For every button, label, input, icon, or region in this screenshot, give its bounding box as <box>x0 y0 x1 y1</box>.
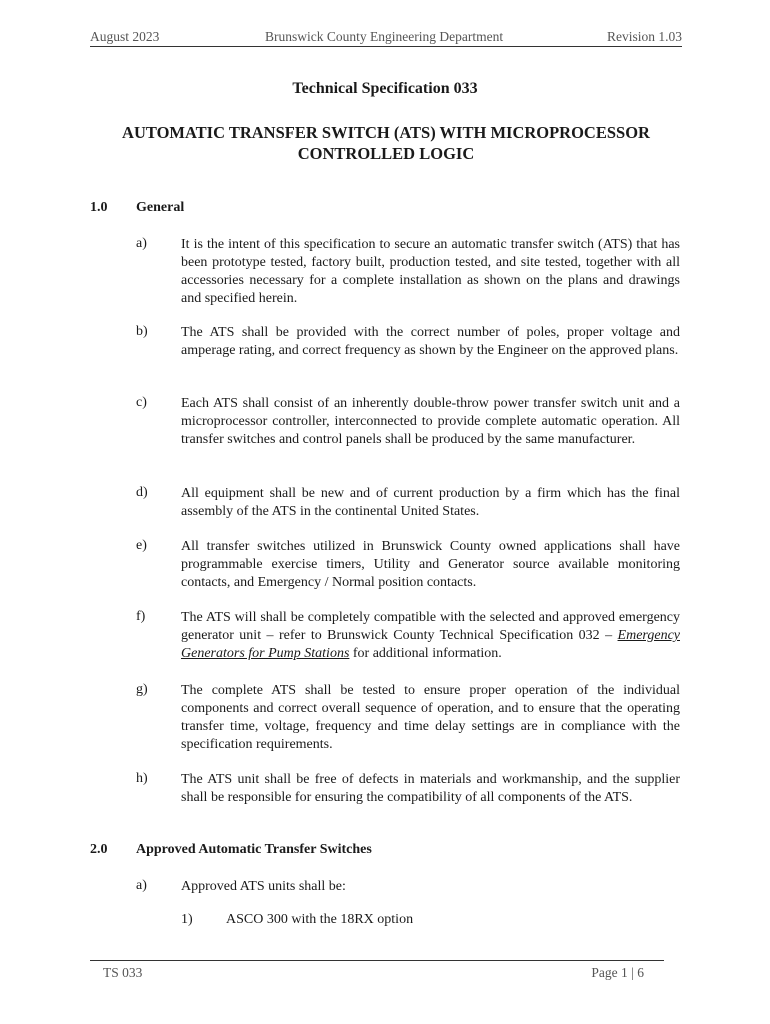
section-number: 2.0 <box>90 842 108 857</box>
header-date: August 2023 <box>90 29 160 44</box>
spec-number: Technical Specification 033 <box>292 80 478 97</box>
list-item-text: Approved ATS units shall be: <box>181 879 346 894</box>
item-text-before-link: The ATS will shall be completely compatible with the selected and approved emergency generator unit – refer to Brunswick County Technical Specification 032 – <box>181 610 680 643</box>
list-item-letter: g) <box>136 682 148 697</box>
footer-doc-id: TS 033 <box>103 965 143 980</box>
list-item-letter: h) <box>136 771 148 786</box>
sub-item-text: ASCO 300 with the 18RX option <box>226 912 414 927</box>
item-text-after-link: for additional information. <box>349 646 502 661</box>
list-item-letter: a) <box>136 878 147 893</box>
list-item-letter: b) <box>136 324 148 339</box>
list-item-text <box>181 609 680 663</box>
section-title: General <box>136 200 185 215</box>
header-department: Brunswick County Engineering Department <box>265 29 504 44</box>
list-item-letter: a) <box>136 236 147 251</box>
list-item-text: The ATS shall be provided with the correct number of poles, proper voltage and amperage rating, and correct frequency as shown by the Engineer on the approved plans. <box>181 325 680 358</box>
footer-page-number: Page 1 | 6 <box>591 965 644 980</box>
list-item-text: Each ATS shall consist of an inherently double-throw power transfer switch unit and a microprocessor controller, interconnected to provide complete automatic operation. All transfer switches and control panels shall be produced by the same manufacturer. <box>181 396 680 447</box>
page-footer <box>90 960 664 981</box>
sub-item-number: 1) <box>181 912 193 927</box>
header-revision: Revision 1.03 <box>606 29 682 44</box>
list-item-letter: c) <box>136 395 147 410</box>
spec-032-link[interactable]: Emergency Generators for Pump Stations <box>181 628 680 661</box>
section-title: Approved Automatic Transfer Switches <box>136 842 372 857</box>
page-header <box>90 29 682 47</box>
list-item-text: The complete ATS shall be tested to ensure proper operation of the individual components and correct overall sequence of operation, and to ensure that the operating transfer time, voltage, frequency and time delay settings are in compliance with the specification requirements. <box>181 683 680 752</box>
list-item-letter: e) <box>136 538 147 553</box>
title-line-2: CONTROLLED LOGIC <box>297 144 475 163</box>
list-item-text: All transfer switches utilized in Brunswick County owned applications shall have programmable exercise timers, Utility and Generator source available monitoring contacts, and Emergency / Normal position contacts. <box>181 539 680 590</box>
list-item-letter: d) <box>136 485 148 500</box>
list-item-text: It is the intent of this specification to secure an automatic transfer switch (ATS) that has been prototype tested, factory built, production tested, and site tested, together with all accessories necessary for a complete installation as shown on the plans and drawings and specified herein. <box>181 237 680 306</box>
section-number: 1.0 <box>90 200 108 215</box>
title-line-1: AUTOMATIC TRANSFER SWITCH (ATS) WITH MICROPROCESSOR <box>122 123 650 142</box>
list-item-text: All equipment shall be new and of current production by a firm which has the final assembly of the ATS in the continental United States. <box>181 486 680 519</box>
document-title <box>90 122 682 164</box>
list-item-text: The ATS unit shall be free of defects in materials and workmanship, and the supplier shall be responsible for ensuring the compatibility of all components of the ATS. <box>181 772 680 805</box>
list-item-letter: f) <box>136 609 146 624</box>
